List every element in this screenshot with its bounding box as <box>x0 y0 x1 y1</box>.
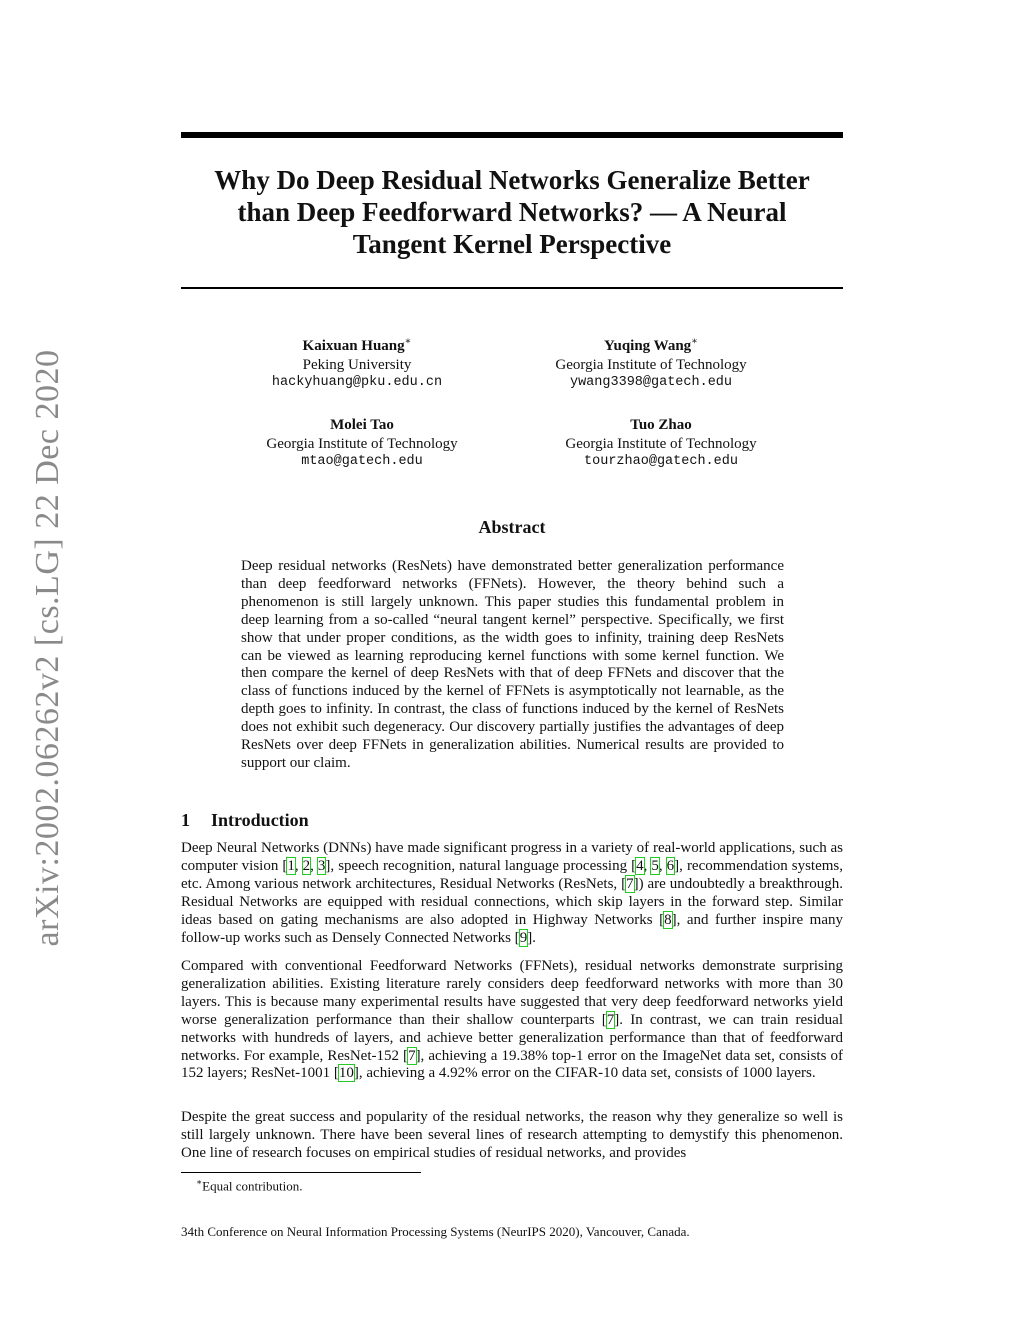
abstract-text: Deep residual networks (ResNets) have demonstrated better generalization performance than deep feedforward networks (FFNets). However, the theory behind such a phenomenon is still largely unknown. This paper studies this fundamental problem in deep learning from a so-called “neural tangent kernel” perspective. Specifically, we first show that under proper conditions, as the width goes to infinity, training deep ResNets can be viewed as learning reproducing kernel functions with some kernel function. We then compare the kernel of deep ResNets with that of deep FFNets and discover that the class of functions induced by the kernel of FFNets is asymptotically not learnable, as the depth goes to infinity. In contrast, the class of functions induced by the kernel of ResNets does not exhibit such degeneracy. Our discovery partially justifies the advantages of deep ResNets over deep FFNets in generalization abilities. Numerical results are provided to support our claim. <box>241 558 784 771</box>
intro-paragraph-2: Compared with conventional Feedforward Networks (FFNets), residual networks demonstrate surprising generalization abilities. Existing literature rarely considers deep feedforward networks with more than 30 layers. This is because many experimental results have suggested that very deep feedforward networks yield worse generalization performance than their shallow counterparts [7]. In contrast, we can train residual networks with hundreds of layers, and achieve better generalization performance than that of feedforward networks. For example, ResNet-152 [7], achieving a 19.38% top-1 error on the ImageNet data set, consists of 152 layers; ResNet-1001 [10], achieving a 4.92% error on the CIFAR-10 data set, consists of 1000 layers. <box>181 958 844 1082</box>
title-top-rule <box>181 132 843 138</box>
author-affiliation: Georgia Institute of Technology <box>565 435 757 452</box>
title-line: than Deep Feedforward Networks? — A Neural <box>237 197 787 227</box>
citation-link[interactable]: 5 <box>651 857 659 874</box>
equal-contribution-mark: ∗ <box>691 336 698 347</box>
section-heading <box>181 810 309 831</box>
citation-link[interactable]: 7 <box>626 875 634 892</box>
citation-link[interactable]: 10 <box>338 1065 354 1082</box>
author-affiliation: Georgia Institute of Technology <box>555 356 747 373</box>
footnote-text: Equal contribution. <box>202 1178 303 1194</box>
author-block <box>212 416 512 472</box>
footnote <box>196 1177 303 1194</box>
citation-link[interactable]: 9 <box>519 929 528 946</box>
author-affiliation: Georgia Institute of Technology <box>266 435 458 452</box>
intro-paragraph-3: Despite the great success and popularity of the residual networks, the reason why they generalize so well is still largely unknown. There have been several lines of research attempting to demystify this phenomenon. One line of research focuses on empirical studies of residual networks, and provides <box>181 1109 843 1161</box>
author-block <box>511 416 811 472</box>
footnote-mark: ∗ <box>196 1177 203 1187</box>
author-email[interactable]: mtao@gatech.edu <box>301 454 423 469</box>
citation-link[interactable]: 6 <box>666 857 675 874</box>
author-name: Molei Tao <box>330 417 394 433</box>
author-name: Kaixuan Huang∗ <box>302 336 412 354</box>
section-title: Introduction <box>211 810 309 830</box>
citation-link[interactable]: 7 <box>606 1011 615 1028</box>
author-block <box>501 333 801 393</box>
author-email[interactable]: ywang3398@gatech.edu <box>569 375 733 390</box>
citation-link[interactable]: 1 <box>287 857 295 874</box>
title-bottom-rule <box>181 287 843 289</box>
citation-link[interactable]: 2 <box>302 857 311 874</box>
section-number: 1 <box>181 810 190 830</box>
arxiv-identifier: arXiv:2002.06262v2 [cs.LG] 22 Dec 2020 <box>29 349 66 947</box>
footnote-rule <box>181 1172 421 1173</box>
author-affiliation: Peking University <box>302 356 412 373</box>
equal-contribution-mark: ∗ <box>404 336 412 347</box>
author-block <box>207 333 507 393</box>
paper-title <box>181 164 843 260</box>
citation-link[interactable]: 3 <box>317 857 326 874</box>
title-line: Tangent Kernel Perspective <box>352 229 672 259</box>
author-name: Yuqing Wang∗ <box>604 336 698 354</box>
citation-link[interactable]: 8 <box>664 911 672 928</box>
citation-link[interactable]: 4 <box>636 857 644 874</box>
abstract-heading: Abstract <box>478 517 546 537</box>
citation-link[interactable]: 7 <box>408 1047 416 1064</box>
title-line: Why Do Deep Residual Networks Generalize Better <box>214 165 810 195</box>
author-email[interactable]: hackyhuang@pku.edu.cn <box>271 375 443 390</box>
venue-footer: 34th Conference on Neural Information Processing Systems (NeurIPS 2020), Vancouver, Canada. <box>181 1224 690 1239</box>
author-name: Tuo Zhao <box>630 417 692 433</box>
author-email[interactable]: tourzhao@gatech.edu <box>584 454 738 469</box>
intro-paragraph-1: Deep Neural Networks (DNNs) have made significant progress in a variety of real-world applications, such as computer vision [1, 2, 3], speech recognition, natural language processing [4, 5, 6], recommendation systems, etc. Among various network architectures, Residual Networks (ResNets, [7]) are undoubtedly a breakthrough. Residual Networks are equipped with residual connections, which skip layers in the forward step. Similar ideas based on gating mechanisms are also adopted in Highway Networks [8], and further inspire many follow-up works such as Densely Connected Networks [9]. <box>181 840 844 946</box>
